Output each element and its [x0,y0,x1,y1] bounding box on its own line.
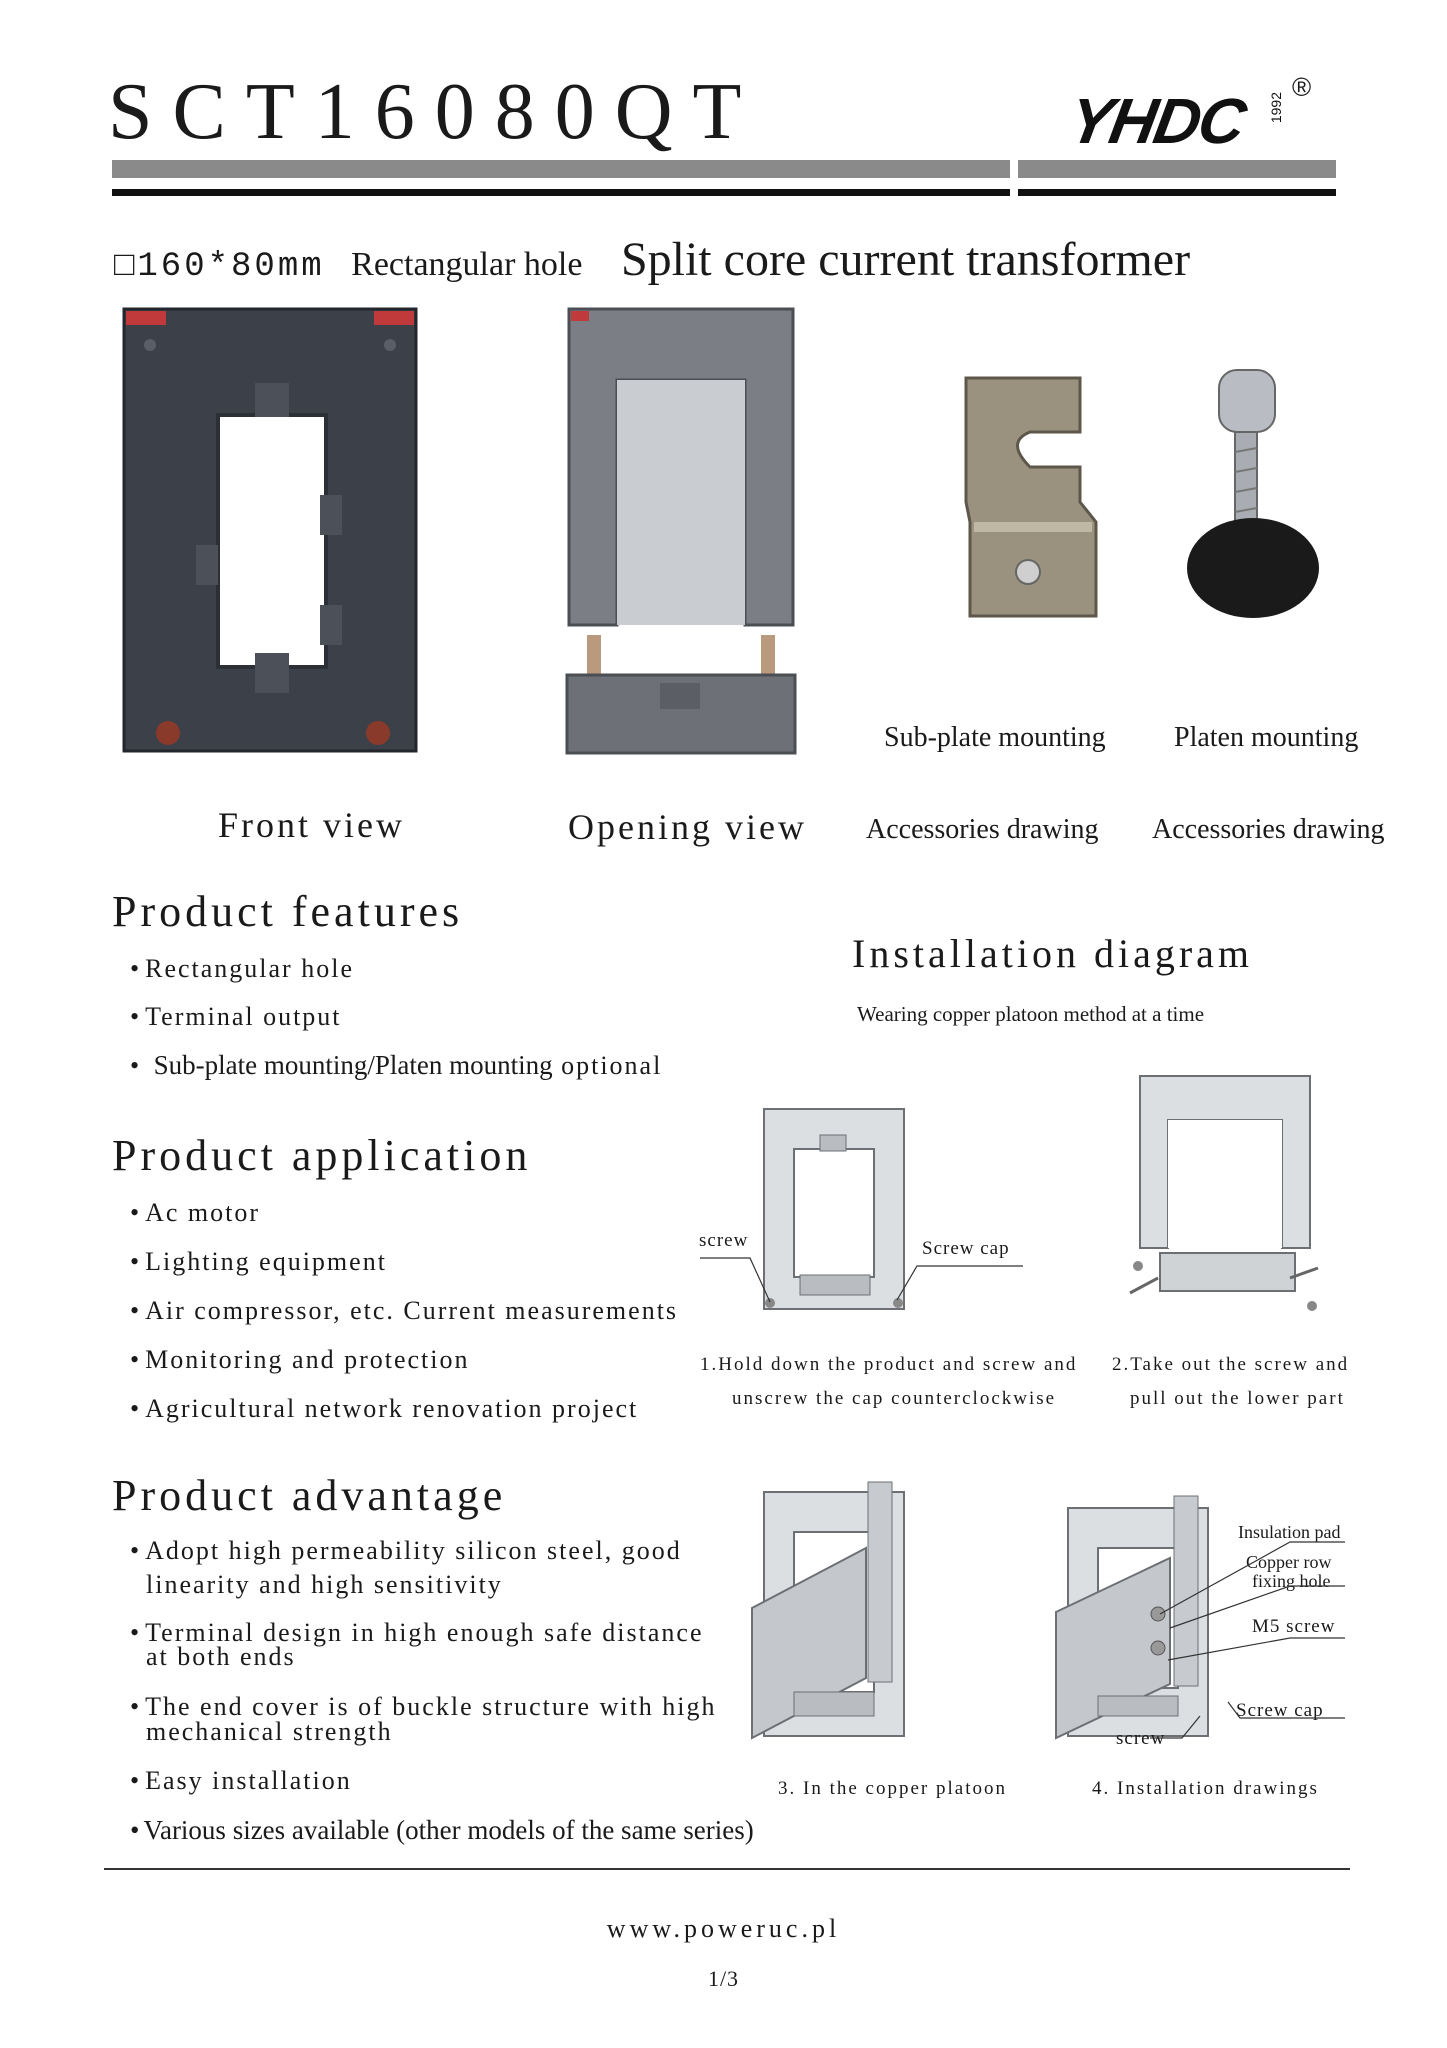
opening-view-image [565,305,797,755]
step4-leader-lines [1150,1540,1350,1740]
diagram-step2 [1130,1068,1320,1316]
list-item: • Monitoring and protection [130,1343,470,1377]
installation-heading: Installation diagram [852,931,1254,976]
step2-caption-line2: pull out the lower part [1130,1388,1345,1409]
diagram-step3 [750,1488,920,1748]
footer-url[interactable]: www.poweruc.pl [606,1914,841,1943]
list-item-continuation: mechanical strength [146,1717,393,1746]
registered-mark: ® [1292,72,1312,102]
list-item: • Ac motor [130,1196,260,1230]
list-item-continuation: linearity and high sensitivity [146,1570,503,1599]
platen-mounting-title: Platen mounting [1174,722,1359,753]
header-rule-gray-left [112,160,1010,178]
label-screw-cap-2: Screw cap [1236,1700,1324,1721]
platen-accessories-caption: Accessories drawing [1152,814,1385,845]
advantage-heading: Product advantage [112,1471,507,1520]
subplate-accessories-caption: Accessories drawing [866,814,1099,845]
label-screw-cap: Screw cap [922,1238,1010,1259]
list-item [130,1048,662,1083]
application-list [130,1196,710,1436]
list-item: • The end cover is of buckle structure with high [130,1690,717,1724]
features-item3-main: Sub-plate mounting/Platen mounting [153,1050,553,1080]
subplate-mounting-title: Sub-plate mounting [884,722,1106,753]
list-item-continuation: at both ends [146,1642,296,1671]
footer-rule [104,1868,1350,1870]
step3-caption: 3. In the copper platoon [778,1778,1007,1799]
list-item: • Various sizes available (other models of the same series) [130,1813,754,1848]
model-title: SCT16080QT [108,68,762,156]
logo-year: 1992 [1268,92,1284,124]
list-item: • Agricultural network renovation project [130,1392,638,1426]
product-subtitle [114,232,1190,287]
list-item: • Adopt high permeability silicon steel, good [130,1534,682,1568]
front-view-caption: Front view [218,805,405,845]
logo-text: YHDC [1063,85,1250,157]
list-item: • Air compressor, etc. Current measurements [130,1294,678,1328]
header-rule-black-right [1018,189,1336,196]
front-view-image [120,305,420,755]
subplate-accessory-image [960,372,1100,622]
hole-size: □160*80mm [114,248,325,286]
list-item: • Lighting equipment [130,1245,387,1279]
page-number: 1/3 [707,1966,740,1991]
diagram-step1 [760,1105,910,1315]
step2-caption-line1: 2.Take out the screw and [1112,1354,1350,1375]
header-rule-gray-right [1018,160,1336,178]
label-screw: screw [699,1230,749,1251]
label-m5-screw: M5 screw [1252,1616,1336,1637]
list-item: • Easy installation [130,1764,352,1798]
opening-view-caption: Opening view [568,807,807,847]
step1-caption-line2: unscrew the cap counterclockwise [732,1388,1057,1409]
label-copper-row: Copper row [1246,1552,1332,1572]
label-fixing-hole: fixing hole [1252,1571,1331,1591]
step1-caption-line1: 1.Hold down the product and screw and [700,1354,1078,1375]
label-screw-2: screw [1116,1728,1166,1749]
yhdc-logo [1063,72,1340,157]
leader-line-screw [700,1256,772,1306]
label-insulation-pad: Insulation pad [1238,1522,1341,1542]
advantage-list [130,1534,754,1854]
leader-line-screw-cap [895,1264,1025,1304]
installation-subtitle: Wearing copper platoon method at a time [857,1002,1205,1026]
application-heading: Product application [112,1131,532,1180]
hole-type: Rectangular hole [351,246,583,283]
features-list [130,952,730,1092]
header-rule-black-left [112,189,1010,196]
features-item3-suffix: optional [552,1051,663,1080]
features-heading: Product features [112,887,464,936]
list-item: • Terminal design in high enough safe distance [130,1616,704,1650]
list-item: • Rectangular hole [130,952,354,986]
step4-caption: 4. Installation drawings [1092,1778,1319,1799]
product-type: Split core current transformer [620,233,1191,286]
list-item: • Terminal output [130,1000,342,1034]
platen-accessory-image [1185,362,1325,632]
